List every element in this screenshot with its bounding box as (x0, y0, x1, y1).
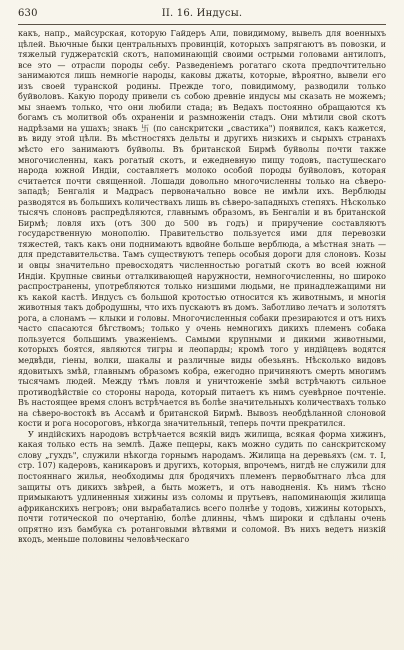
paragraph-1: какъ, напр., майсурская, которую Гайдеръ Али, повидимому, вывелъ для военныхъ цѣлей. Вьючные быки центральныхъ провинцій, которыхъ запрягаютъ въ повозки, и тяжелый гуджератскій скотъ, напоминающій своими острыми головами антилопъ, все это — отрасли породы себу. Разведеніемъ рогатаго скота предпочтительно занимаются лишь немногіе народы, каковы джаты, которые, вѣроятно, вывели его изъ своей туранской родины. Прежде того, повидимому, разводили только буйволовъ. Какую породу привели съ собою древніе индусы мы сказать не можемъ; мы знаемъ только, что они любили стада; въ Ведахъ постоянно обращаются къ богамъ съ молитвой объ охраненіи и размноженіи стадъ. Они мѣтили свой скотъ надрѣзами на ушахъ; знакъ 卐 (по санскритски „свастика") появился, какъ кажется, въ виду этой цѣли. Въ мѣстностяхъ дельты и другихъ низкихъ и сырыхъ странахъ мѣсто его занимаютъ буйволы. Въ британской Бирмѣ буйволы почти также многочисленны, какъ рогатый скотъ, и ежедневную пищу тодовъ, пастушескаго народа южной Индіи, составляетъ молоко особой породы буйволовъ, которая считается почти священной. Лошади довольно многочисленны только на сѣверо-западѣ; Бенгалія и Мадрасъ первоначально вовсе не имѣли ихъ. Верблюды разводятся въ большихъ количествахъ лишь въ сѣверо-западныхъ степяхъ. Нѣсколько тысячъ слоновъ распредѣляются, главнымъ образомъ, въ Бенгаліи и въ британской Бирмѣ; ловля ихъ (отъ 300 до 500 въ годъ) и приручение составляютъ государственную монополію. Правительство пользуется ими для перевозки тяжестей, такъ какъ они поднимаютъ вдвойне больше верблюда, а мѣстная знать — для представительства. Тамъ существуютъ теперь особыя дороги для слоновъ. Козы и овцы значительно превосходятъ численностью рогатый скотъ во всей южной Индіи. Крупные свиньи отталкивающей наружности, немногочисленны, но широко распространены, употребляются только низшими людьми, не принадлежащими ни къ какой кастѣ. Индусъ съ большой кротостью относится къ животнымъ, и многія животныя такъ добродушны, что ихъ пускаютъ въ домъ. Заботливо лечатъ и золотятъ рога, а слонамъ — клыки и головы. Многочисленныя собаки презираются и отъ нихъ часто спасаются бѣгствомъ; только у очень немногихъ дикихъ племенъ собака пользуется большимъ уваженіемъ. Самыми крупными и дикими животными, которыхъ боятся, являются тигры и леопарды; кромѣ того у индійцевъ водятся медвѣди, гіены, волки, шакалы и различные виды обезьянъ. Нѣсколько видовъ ядовитыхъ змѣй, главнымъ образомъ кобра, ежегодно причиняютъ смерть многимъ тысячамъ людей. Между тѣмъ ловля и уничтоженіе змѣй встрѣчаютъ сильное противодѣйствіе со стороны народа, который питаетъ къ нимъ суевѣрное почтеніе. Въ настоящее время слонъ встрѣчается въ болѣе значительныхъ количествахъ только на сѣверо-востокѣ въ Ассамѣ и британской Бирмѣ. Вывозъ необдѣланной слоновой кости и рога носороговъ, нѣкогда значительный, теперь почти прекратился. (18, 28, 386, 429)
running-title: II. 16. Индусы. (161, 8, 243, 19)
paragraph-2: У индійскихъ народовъ встрѣчается всякій видъ жилища, всякая форма хижинъ, какая только есть на землѣ. Даже пещеры, какъ можно судить по санскритскому слову „гухдъ", служили нѣкогда горнымъ народамъ. Жилища на деревьяхъ (см. т. I, стр. 107) кадеровъ, каникаровъ и другихъ, которыя, впрочемъ, нигдѣ не служили для постояннаго жилья, необходимы для бродячихъ племенъ первобытнаго лѣса для защиты отъ дикихъ звѣрей, а быть можетъ, и отъ наводненія. Къ нимъ тѣсно примыкаютъ удлиненныя хижины изъ соломы и прутьевъ, напоминающія жилища африканскихъ негровъ; они вырабатались всего полнѣе у тодовъ, хижины которыхъ, почти готической по очертанію, болѣе длинны, чѣмъ широки и сдѣланы очень опрятно изъ бамбука съ ротанговыми вѣтвями и соломой. Въ нихъ ведетъ низкій входъ, меньше половины человѣческаго (18, 428, 386, 545)
body-text (18, 28, 386, 545)
header-rule (18, 24, 386, 25)
page-header (18, 8, 386, 19)
page-number: 630 (18, 8, 38, 19)
